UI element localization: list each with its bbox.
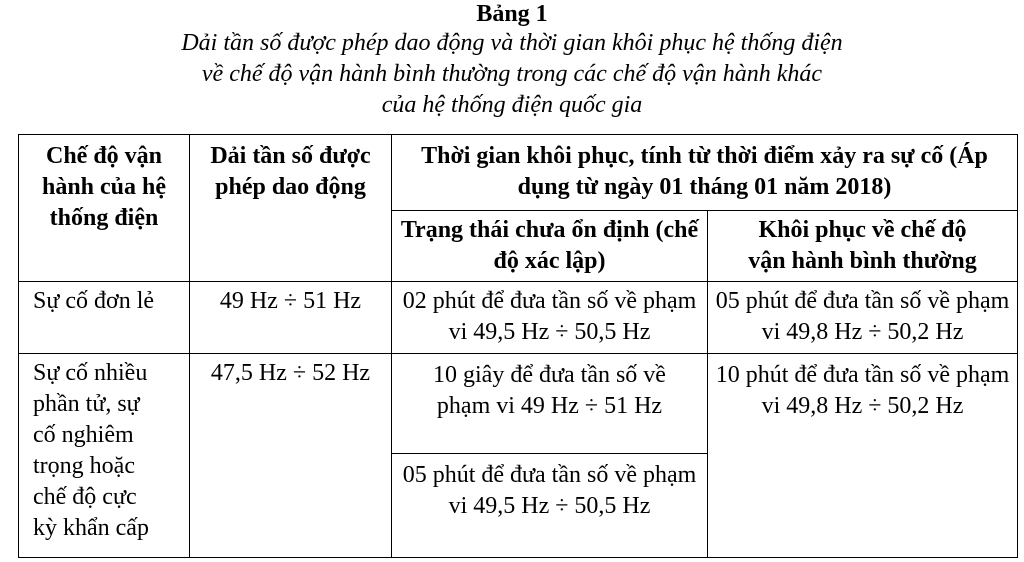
cell-normal: 05 phút để đưa tần số về phạm vi 49,8 Hz ÷ 50,2 Hz	[708, 282, 1018, 354]
table-row	[19, 282, 1018, 354]
header-row	[19, 135, 1018, 211]
cell-unstable: 05 phút để đưa tần số về phạm vi 49,5 Hz ÷ 50,5 Hz	[392, 454, 708, 558]
frequency-table	[18, 134, 1018, 558]
table-title-line-3: của hệ thống điện quốc gia	[381, 92, 643, 118]
table-label: Bảng 1	[476, 1, 548, 27]
table-row	[19, 354, 1018, 454]
table-caption	[0, 0, 1024, 121]
table-title-line-2: về chế độ vận hành bình thường trong các chế độ vận hành khác	[201, 61, 823, 87]
cell-freq-range: 47,5 Hz ÷ 52 Hz	[190, 354, 392, 558]
header-normal: Khôi phục về chế độ vận hành bình thường	[708, 211, 1018, 282]
header-mode: Chế độ vận hành của hệ thống điện	[19, 135, 190, 282]
table-title-line-1: Dải tần số được phép dao động và thời gian khôi phục hệ thống điện	[181, 30, 843, 56]
cell-mode: Sự cố đơn lẻ	[19, 282, 190, 354]
cell-unstable: 02 phút để đưa tần số về phạm vi 49,5 Hz ÷ 50,5 Hz	[392, 282, 708, 354]
header-freq-range: Dải tần số được phép dao động	[190, 135, 392, 282]
cell-mode: Sự cố nhiều phần tử, sự cố nghiêm trọng hoặc chế độ cực kỳ khẩn cấp	[19, 354, 190, 558]
header-unstable: Trạng thái chưa ổn định (chế độ xác lập)	[392, 211, 708, 282]
cell-unstable: 10 giây để đưa tần số về phạm vi 49 Hz ÷ 51 Hz	[392, 354, 708, 454]
header-restore-time: Thời gian khôi phục, tính từ thời điểm xảy ra sự cố (Áp dụng từ ngày 01 tháng 01 năm 2018)	[392, 135, 1018, 211]
cell-freq-range: 49 Hz ÷ 51 Hz	[190, 282, 392, 354]
cell-normal: 10 phút để đưa tần số về phạm vi 49,8 Hz ÷ 50,2 Hz	[708, 354, 1018, 558]
